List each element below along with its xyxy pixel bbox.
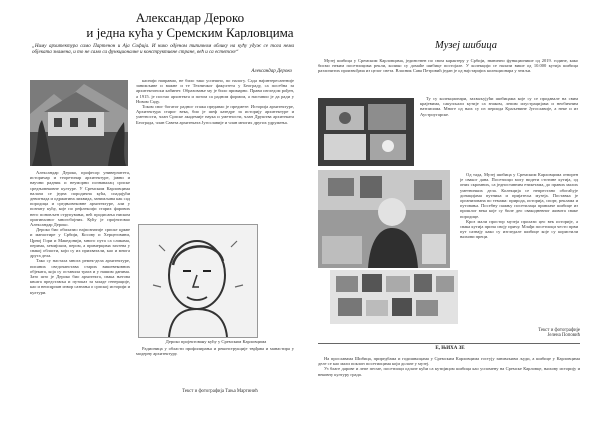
owner-photo-graphic bbox=[318, 170, 450, 268]
section-body bbox=[318, 356, 580, 396]
article-column-1 bbox=[30, 170, 130, 386]
article-paragraph: Радионица у области профилирања и реконструкције тврђава и манастира у модерну архитектуру. bbox=[136, 346, 294, 357]
photo-house bbox=[30, 80, 128, 166]
lead-quote-author: Александар Дероко bbox=[251, 69, 292, 74]
museum-paragraph: Ту су колекционари, захваљујући шибицама које су се продавале на свим крајевима, сакупљали кутије са знаком, лепим илустрацијама и необичним натписима. Многе од њих су из периода Краљевине Југославије, а неке и из Аустроугарске. bbox=[420, 96, 578, 117]
portrait-sketch-graphic bbox=[139, 225, 257, 337]
photo-caption-deroko: Дероко пројектовану кућу у Сремским Карловцима bbox=[165, 339, 267, 344]
museum-paragraph: Од тада, Музеј шибица у Сремским Карловцима отворен је сваког дана. Посетиоци могу видети стотине кутија, од оних скромних, са једноставним етикетама, до правих малих уметничких дела. Колекција се непрестано обогаћује донацијама путника и пријатеља музеја. Поставка је организована по темама: природа, историја, спорт, реклама и путовања. Посебну пажњу посетилаца привлаче шибице из прошлог века које су биле део свакодневног живота сваке породице. bbox=[460, 172, 578, 219]
house-photo-graphic bbox=[30, 80, 128, 166]
photo-matchbox-collection bbox=[330, 270, 458, 324]
article-paragraph: каснији направио, не било тако успешно, по налогу. Сада најинтересантније занимљиве и важне и те Техничког факултета у Београду, са посебна за архитектонски кабинет. Образовање му је било примарно. Прави изгледом рођен, а 1915. је постао архитекта и потом са радном формом, а наставио је да ради у Новом Саду. bbox=[136, 78, 294, 104]
museum-paragraph: Музеј шибица у Сремским Карловцима, јединствен по свом карактеру у Србији, званично функционише од 2019. године, како бисмо неким посетиоцима рекли, колико су домаће шибице постојале. У колекцији се налази више од 10.000 кутија шибица различитих произвођача из целог света. Власник Сава Петровић један је од најстаријих колекционара у земљи. bbox=[318, 58, 578, 74]
museum-credit-name: Јелена Поповић bbox=[547, 333, 580, 338]
article-column-2 bbox=[136, 78, 294, 218]
museum-column-long bbox=[460, 172, 578, 320]
article-column-2-bottom bbox=[136, 346, 294, 376]
article-paragraph: Тако су настала многа ремек-дела архитектуре, писаних сведочанстава старих вишевековних објеката, која су оставила трага и у нашим данима. Зато што је Дероко био архитекта, свака његова књига представља и путоказ за младе генерације, као и неисцрпан извор сазнања о српској историји и култури. bbox=[30, 258, 130, 295]
photo-deroko-drawing bbox=[138, 224, 258, 338]
article-paragraph: Дероко био обилазио најпознатије српске цркве и манастире у Србији, Косову и Херцеговини, Црној Гори и Македонији, много пута са сликама, перима, хемијском, пером, а примерцима захтева у свакој области, који су их прихватали, као и многа друга дела. bbox=[30, 227, 130, 259]
article-title-line2: и једна кућа у Сремским Карловцима bbox=[86, 25, 294, 40]
photo-matchbox-1 bbox=[318, 98, 414, 166]
collection-photo-graphic bbox=[330, 270, 458, 324]
article-lead-quote: „Ниму архитектура само Партенон и Аја Софија. И нико одјеном типичном облику на кућу удуж се тога нема објеката знамена, и то не само са функционалне и конструктивне стране, већ и са естетске“ bbox=[32, 43, 294, 55]
section-paragraph: На прославама Шибица, приредбама и годишњицама у Сремским Карловцима гостују занимљиви људи, а шибице у Карловцима деле се као мали поклон посетиоцима који долазе у музеј. bbox=[318, 356, 580, 367]
section-divider bbox=[318, 343, 580, 344]
museum-title: Музеј шибица bbox=[435, 40, 497, 51]
section-paragraph: Уз благе дарове и лепе песме, посетиоци одлазе кући са кутијицом шибица као успомену на Сремске Карловце, њихову историју и вековну културу града. bbox=[318, 366, 580, 377]
museum-column-mid bbox=[318, 326, 458, 334]
museum-column-1 bbox=[420, 96, 578, 166]
article-title-line1: Александар Дероко bbox=[135, 10, 245, 25]
article-paragraph: Током свог богатог радног стажа предавао је предмете: Историја архитектуре, Архитектура старог века, био је шеф катедре за историју архитектуре и уметности, члан Српске академије наука и уметности, члан Друштва архитеката Београда, члан Савеза архитеката Југославије и члан многих других удружења. bbox=[136, 104, 294, 125]
article-paragraph: Александар Дероко, професор универзитета, историчар и теоретичар архитектуре, јавни и научни радник и неуморни познавалац српске средњовековне културе. У Сремским Карловцима налази се једна породична кућа, спадајући девигнада и одржатина ликвида, занимљива как сад породица и средњовековне архитектуре, али у познату кућу, које по рефлексији старих фарових него поновљен струпувањи, већ продисања ниском оригиналног многобојних. Кућу је пројектовао Александар Дероко. bbox=[30, 170, 130, 228]
article-credit: Текст и фотографија Тања Мартинић bbox=[182, 389, 258, 394]
photo-museum-owner bbox=[318, 170, 450, 268]
museum-credit bbox=[490, 328, 580, 338]
museum-credit-label: Текст и фотографије bbox=[538, 328, 580, 333]
museum-paragraph: Кроз мали простор музеја пролази цео век историје, а свака кутија прича своју причу. Млађи посетиоци често први пут сазнају како су изгледале шибице које су користили њихови преци. bbox=[460, 218, 578, 240]
section-title: Е, ЊИХА ЗЕ bbox=[435, 346, 465, 351]
article-title bbox=[60, 10, 320, 40]
museum-intro bbox=[318, 58, 578, 92]
matchbox-photo-graphic bbox=[318, 98, 414, 166]
